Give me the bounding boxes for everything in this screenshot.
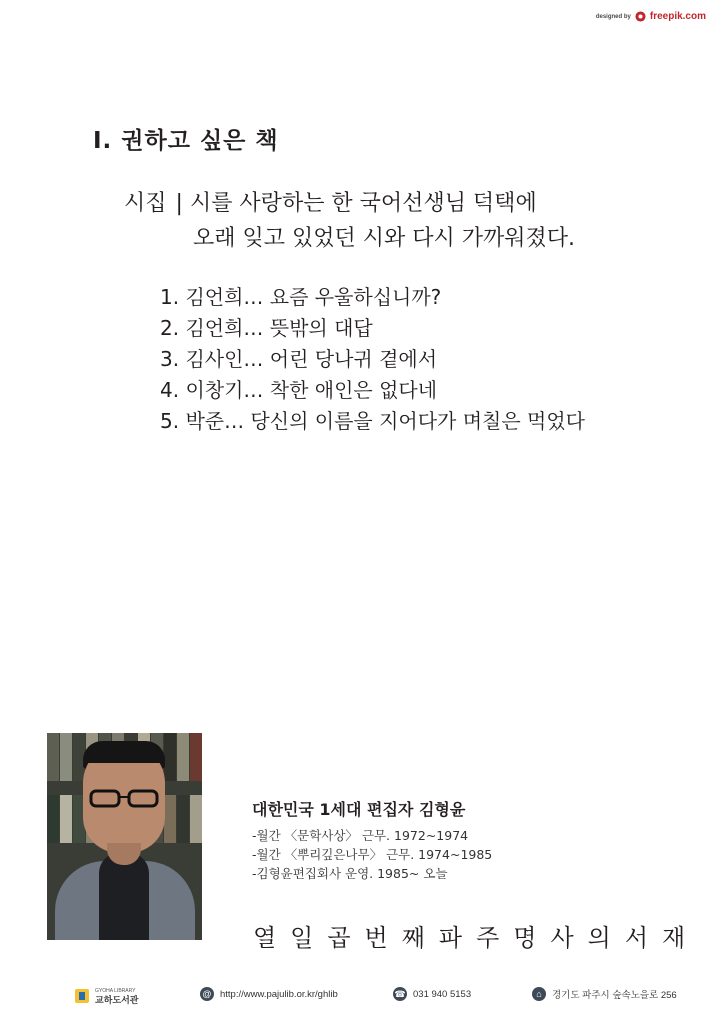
- location-icon: ⌂: [532, 987, 546, 1001]
- book-list: [160, 282, 585, 437]
- library-name-en: GYOHA LIBRARY: [95, 988, 136, 994]
- category-line: [124, 186, 537, 217]
- web-at-icon: @: [200, 987, 214, 1001]
- footer: [0, 985, 720, 1011]
- library-name-kr: 교하도서관: [95, 995, 139, 1005]
- bio-line: -월간 〈뿌리깊은나무〉 근무. 1974~1985: [252, 847, 493, 862]
- editor-portrait-photo: [47, 733, 202, 940]
- bio-career-list: [252, 826, 492, 883]
- phone-icon: ☎: [393, 987, 407, 1001]
- book-item: 2. 김언희… 뜻밖의 대답: [160, 316, 373, 340]
- category-separator: |: [175, 191, 183, 216]
- hair-top-shape: [83, 741, 165, 763]
- book-item: 1. 김언희… 요즘 우울하십니까?: [160, 285, 442, 309]
- freepik-brand: freepik.com: [649, 11, 706, 22]
- footer-phone-number: 031 940 5153: [413, 988, 472, 1000]
- series-title: 열일곱번째파주명사의서재: [253, 924, 700, 952]
- category-label: 시집: [124, 191, 167, 216]
- bio-title: 대한민국 1세대 편집자 김형윤: [252, 800, 466, 819]
- bio-line: -김형윤편집회사 운영. 1985~ 오늘: [252, 866, 448, 881]
- footer-address: [532, 987, 677, 1001]
- footer-website-link[interactable]: [200, 987, 338, 1001]
- category-description-line1: 시를 사랑하는 한 국어선생님 덕택에: [189, 191, 537, 216]
- designed-by-text: designed by: [595, 13, 631, 20]
- book-item: 3. 김사인… 어린 당나귀 곁에서: [160, 347, 438, 371]
- bio-line: -월간 〈문학사상〉 근무. 1972~1974: [252, 828, 469, 843]
- book-item: 5. 박준… 당신의 이름을 지어다가 며칠은 먹었다: [160, 409, 585, 433]
- category-description-line2: 오래 잊고 있었던 시와 다시 가까워졌다.: [193, 226, 575, 251]
- footer-phone[interactable]: [393, 987, 471, 1001]
- tshirt-shape: [99, 853, 149, 940]
- section-title: Ⅰ. 권하고 싶은 책: [93, 128, 279, 154]
- footer-library[interactable]: [75, 987, 138, 1005]
- library-logo-icon: [75, 989, 89, 1003]
- glasses-icon: [89, 789, 159, 809]
- book-item: 4. 이창기… 착한 애인은 없다네: [160, 378, 438, 402]
- footer-address-text: 경기도 파주시 숲속노을로 256: [552, 990, 677, 1001]
- freepik-watermark: [596, 11, 706, 22]
- footer-url[interactable]: http://www.pajulib.or.kr/ghlib: [220, 988, 338, 1000]
- freepik-logo-icon: [635, 11, 646, 22]
